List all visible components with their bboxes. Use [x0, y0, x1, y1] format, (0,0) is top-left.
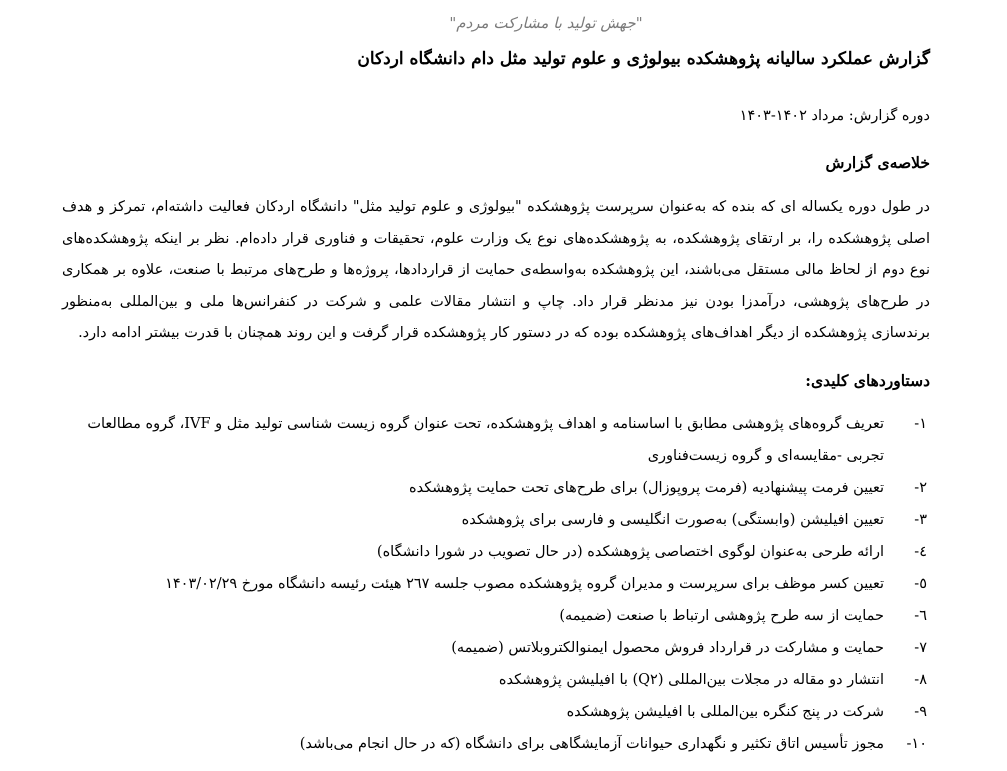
- achievement-text: تعیین کسر موظف برای سرپرست و مدیران گروه پژوهشکده مصوب جلسه ۲٦۷ هیئت رئیسه دانشگاه مورخ ۱۴۰۳/۰۲/۲۹: [165, 575, 884, 592]
- achievement-item: [62, 408, 930, 472]
- achievement-item: [62, 472, 930, 504]
- achievement-item: [62, 632, 930, 664]
- achievements-heading: دستاوردهای کلیدی:: [805, 370, 930, 390]
- achievement-text: مجوز تأسیس اتاق تکثیر و نگهداری حیوانات آزمایشگاهی برای دانشگاه (که در حال انجام می‌باشد): [299, 735, 884, 752]
- summary-paragraph: در طول دوره یکساله ای که بنده که به‌عنوان سرپرست پژوهشکده "بیولوژی و علوم تولید مثل" دانشگاه اردکان فعالیت داشته‌ام، تمرکز و هدف اصلی پژوهشکده را، بر ارتقای پژوهشکده، به پژوهشکده‌های نوع یک وزارت علوم، تحقیقات و فناوری قرار داده‌ام. نظر بر اینکه پژوهشکده‌های نوع دوم از لحاظ مالی مستقل می‌باشند، این پژوهشکده به‌واسطه‌ی حمایت از قراردادها، پروژه‌ها و طرح‌های مرتبط با صنعت، علاوه بر همکاری در طرح‌های پژوهشی، درآمدزا بودن نیز مدنظر قرار داد. چاپ و انتشار مقالات علمی و شرکت در کنفرانس‌ها ملی و بین‌المللی به‌منظور برندسازی پژوهشکده از دیگر اهداف‌های پژوهشکده بوده که در دستور کار پژوهشکده قرار گرفت و این روند همچنان با قدرت بیشتر ادامه دارد.: [62, 199, 930, 341]
- achievement-number: ٤-: [914, 543, 927, 560]
- achievement-item: [62, 536, 930, 568]
- achievement-number: ۳-: [914, 511, 927, 528]
- achievement-number: ۱۰-: [906, 735, 927, 752]
- achievement-number: ۷-: [914, 639, 927, 656]
- achievement-number: ٦-: [914, 607, 927, 624]
- achievement-item: [62, 600, 930, 632]
- achievement-number: ۸-: [914, 671, 927, 688]
- achievement-text: ارائه طرحی به‌عنوان لوگوی اختصاصی پژوهشکده (در حال تصویب در شورا دانشگاه): [376, 543, 884, 560]
- achievement-item: [62, 568, 930, 600]
- report-period: دوره گزارش: مرداد ۱۴۰۲-۱۴۰۳: [739, 108, 930, 124]
- achievement-text: انتشار دو مقاله در مجلات بین‌المللی (Q۲) با افیلیشن پژوهشکده: [498, 671, 884, 688]
- achievement-text: حمایت از سه طرح پژوهشی ارتباط با صنعت (ضمیمه): [559, 607, 884, 624]
- achievement-item: [62, 504, 930, 536]
- achievement-item: [62, 728, 930, 760]
- report-title: گزارش عملکرد سالیانه پژوهشکده بیولوژی و علوم تولید مثل دام دانشگاه اردکان: [357, 49, 930, 69]
- achievement-number: ۲-: [914, 479, 927, 496]
- achievement-text: تعیین افیلیشن (وابستگی) به‌صورت انگلیسی و فارسی برای پژوهشکده: [461, 511, 884, 528]
- achievement-text: تعیین فرمت پیشنهادیه (فرمت پروپوزال) برای طرح‌های تحت حمایت پژوهشکده: [409, 479, 884, 496]
- achievement-number: ۹-: [914, 703, 927, 720]
- achievement-item: [62, 664, 930, 696]
- document-page: [62, 10, 930, 770]
- achievement-number: ۱-: [914, 415, 927, 432]
- achievement-item: [62, 696, 930, 728]
- achievement-text: شرکت در پنج کنگره بین‌المللی با افیلیشن پژوهشکده: [566, 703, 884, 720]
- achievements-list: [62, 408, 930, 760]
- slogan: "جهش تولید با مشارکت مردم": [449, 14, 643, 32]
- summary-heading: خلاصه‌ی گزارش: [825, 153, 930, 172]
- achievement-text: حمایت و مشارکت در قرارداد فروش محصول ایمنوالکتروبلاتس (ضمیمه): [451, 639, 884, 656]
- achievement-text: تعریف گروه‌های پژوهشی مطابق با اساسنامه و اهداف پژوهشکده، تحت عنوان گروه زیست شناسی تولید مثل و IVF، گروه مطالعات تجربی -مقایسه‌ای و گروه زیست‌فناوری: [87, 415, 884, 464]
- achievement-number: ٥-: [914, 575, 927, 592]
